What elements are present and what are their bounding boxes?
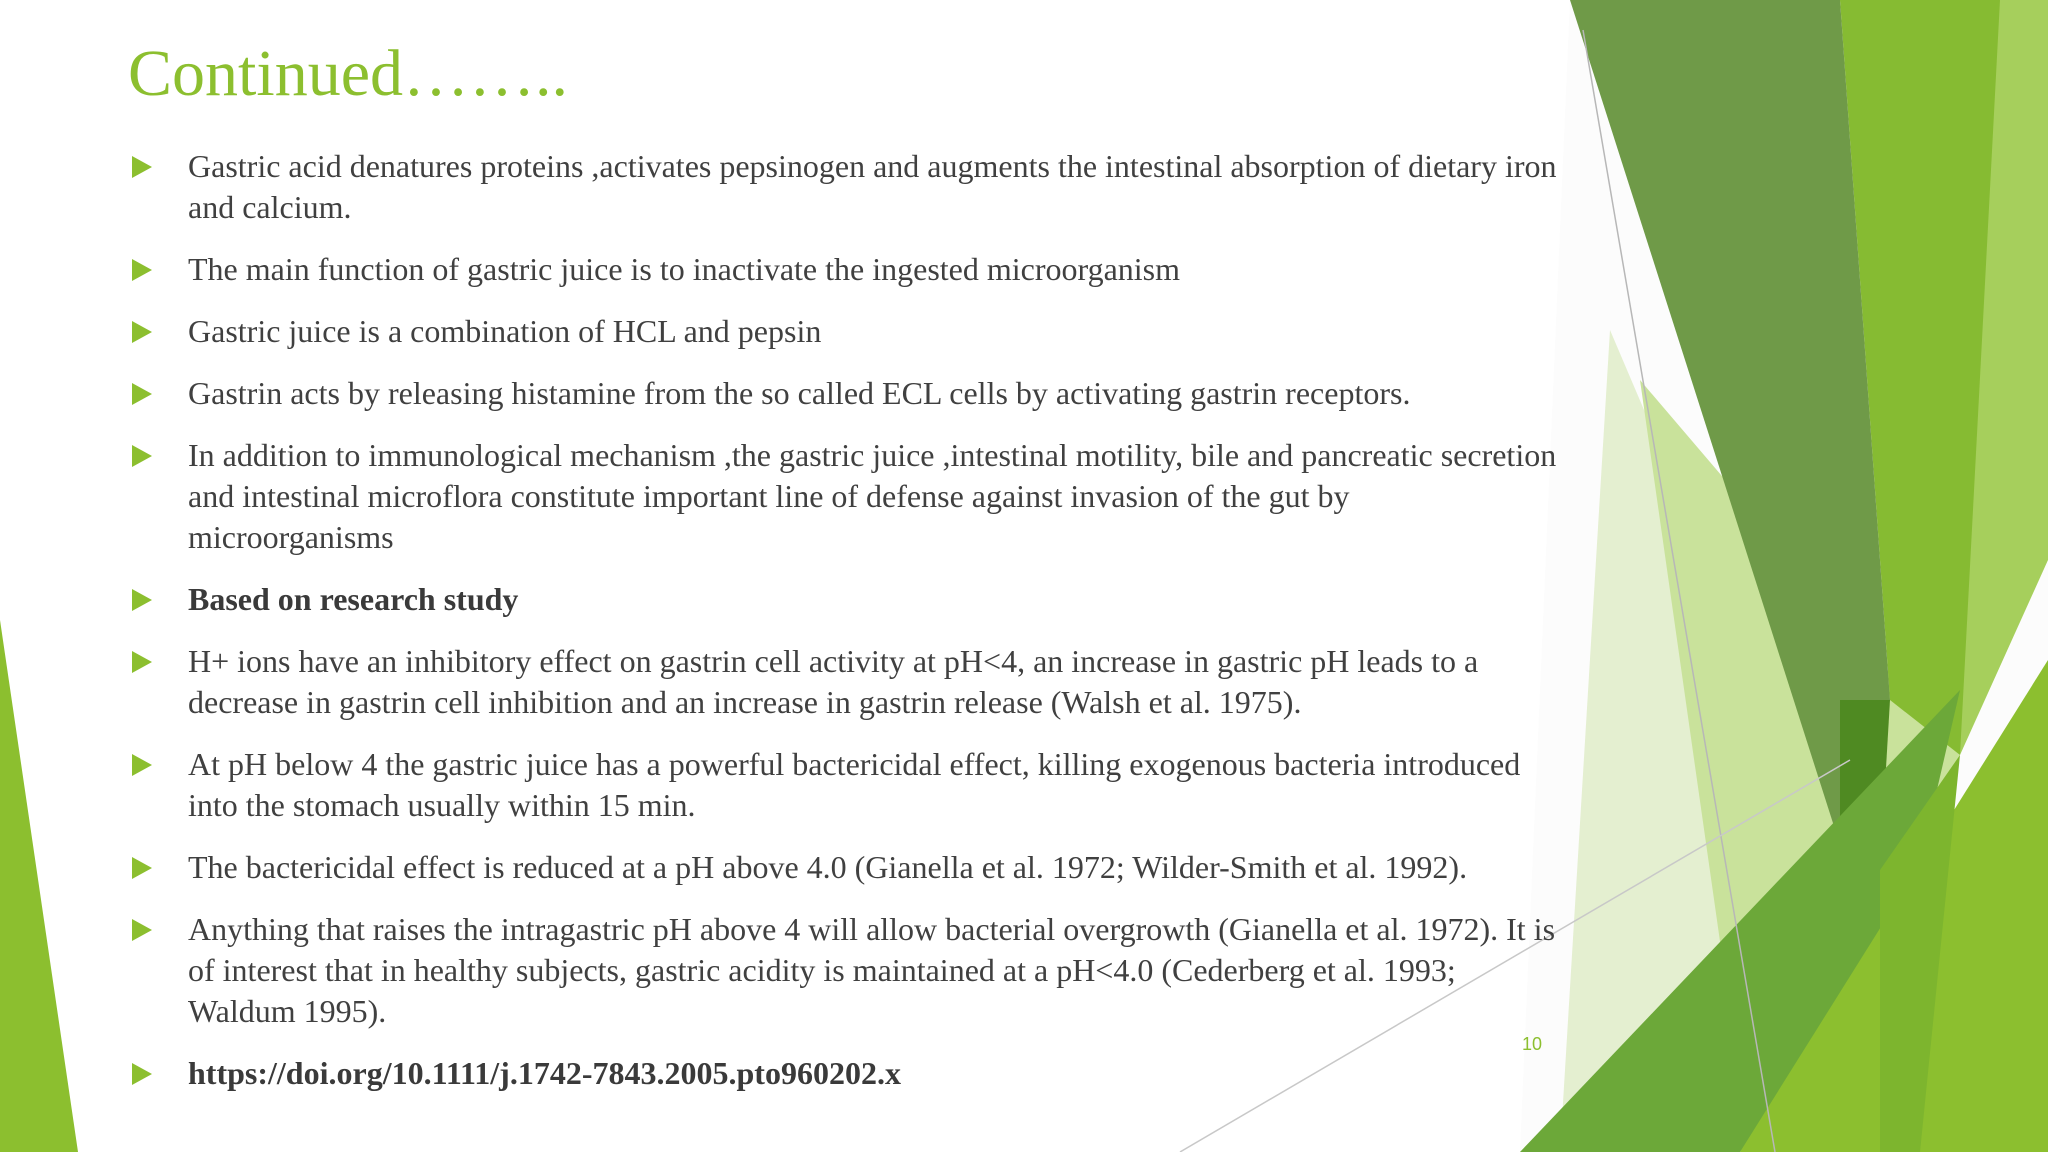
bullet-item [128, 909, 1558, 1032]
bullet-item [128, 1053, 1558, 1094]
bullet-item [128, 373, 1558, 414]
facet-shape [0, 620, 78, 1152]
bullet-item [128, 249, 1558, 290]
slide-title: Continued…….. [128, 37, 568, 110]
bullet-text: https://doi.org/10.1111/j.1742-7843.2005.pto960202.x [188, 1055, 901, 1091]
bullet-text: In addition to immunological mechanism ,the gastric juice ,intestinal motility, bile and pancreatic secretion and intestinal microflora constitute important line of defense against invasion of the gut by microorganisms [188, 437, 1557, 555]
bullet-item [128, 311, 1558, 352]
triangle-right-icon [132, 754, 152, 776]
bullet-text: H+ ions have an inhibitory effect on gastrin cell activity at pH<4, an increase in gastric pH leads to a decrease in gastrin cell inhibition and an increase in gastrin release (Walsh et al. 1975). [188, 643, 1479, 720]
bullet-text: The main function of gastric juice is to inactivate the ingested microorganism [188, 251, 1181, 287]
triangle-right-icon [132, 919, 152, 941]
bullet-text: Gastrin acts by releasing histamine from the so called ECL cells by activating gastrin receptors. [188, 375, 1411, 411]
bullet-text: Gastric juice is a combination of HCL and pepsin [188, 313, 822, 349]
bullet-text: Based on research study [188, 581, 519, 617]
triangle-right-icon [132, 589, 152, 611]
bullet-item [128, 641, 1558, 723]
bullet-item [128, 146, 1558, 228]
triangle-right-icon [132, 1063, 152, 1085]
bullet-item [128, 435, 1558, 558]
triangle-right-icon [132, 321, 152, 343]
bullet-item [128, 847, 1558, 888]
bullet-list [128, 146, 1558, 1115]
bullet-text: Anything that raises the intragastric pH above 4 will allow bacterial overgrowth (Gianella et al. 1972). It is of interest that in healthy subjects, gastric acidity is maintained at a pH<4.0 (Cederberg et al. 1993; Waldum 1995). [188, 911, 1556, 1029]
bullet-item [128, 744, 1558, 826]
triangle-right-icon [132, 445, 152, 467]
bullet-item [128, 579, 1558, 620]
bullet-text: Gastric acid denatures proteins ,activates pepsinogen and augments the intestinal absorption of dietary iron and calcium. [188, 148, 1557, 225]
triangle-right-icon [132, 259, 152, 281]
triangle-right-icon [132, 857, 152, 879]
triangle-right-icon [132, 156, 152, 178]
bullet-text: At pH below 4 the gastric juice has a powerful bactericidal effect, killing exogenous bacteria introduced into the stomach usually within 15 min. [188, 746, 1521, 823]
slide-number: 10 [1522, 1034, 1543, 1054]
bullet-text: The bactericidal effect is reduced at a pH above 4.0 (Gianella et al. 1972; Wilder-Smith et al. 1992). [188, 849, 1468, 885]
triangle-right-icon [132, 651, 152, 673]
triangle-right-icon [132, 383, 152, 405]
